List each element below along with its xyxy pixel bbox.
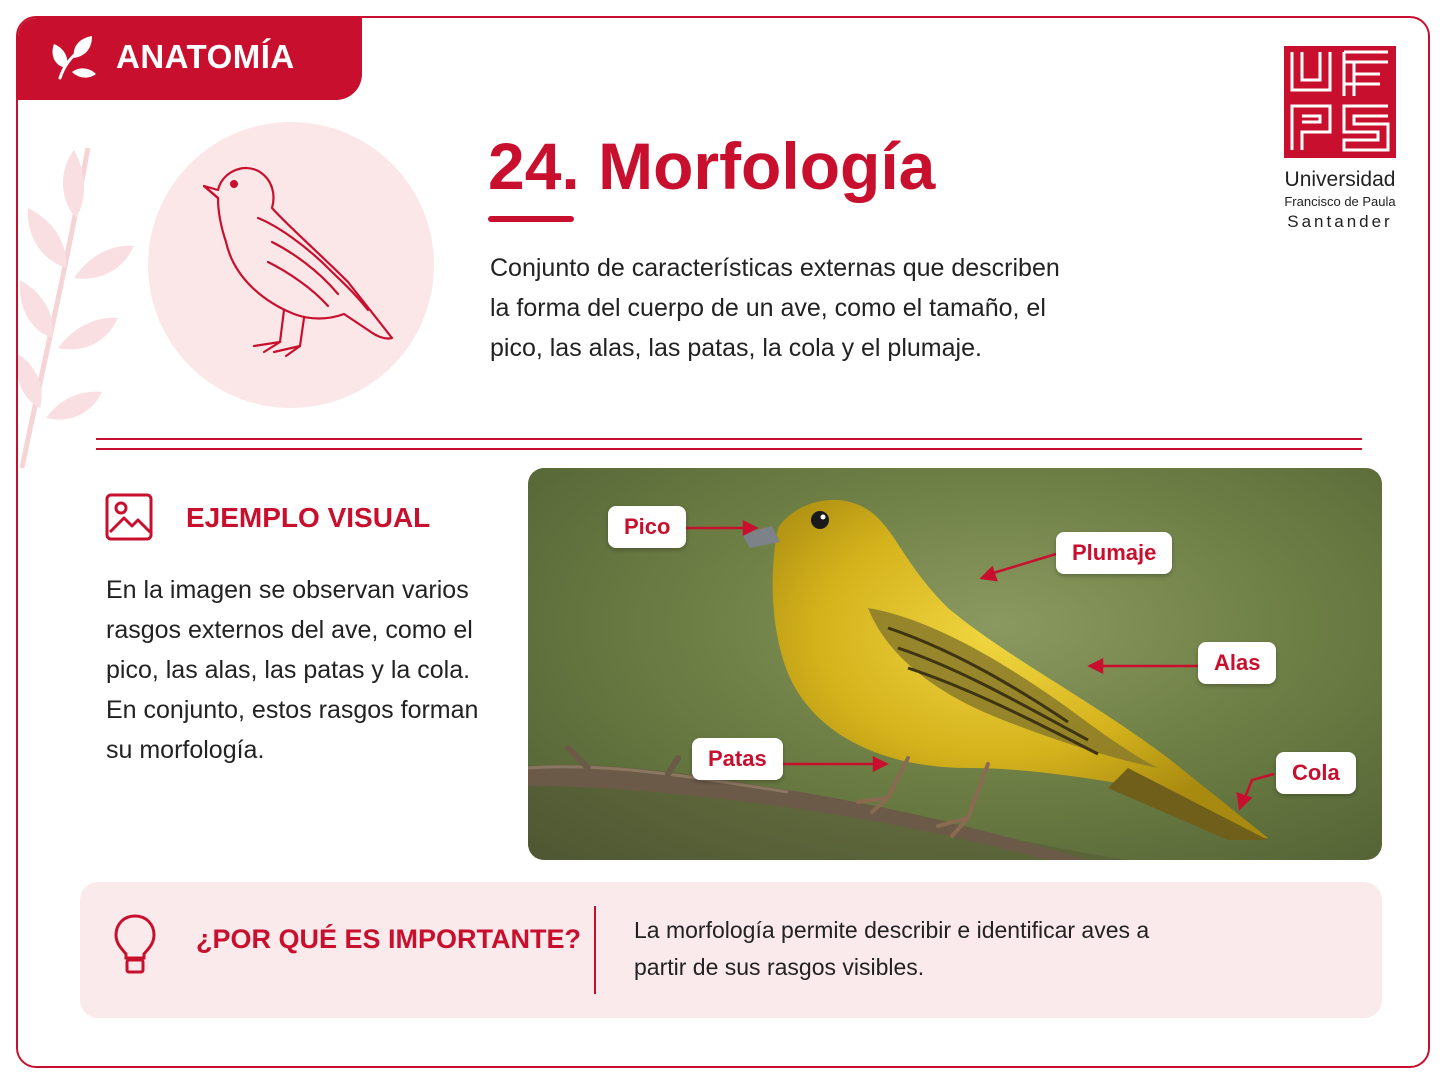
label-patas: Patas <box>692 738 783 780</box>
label-cola: Cola <box>1276 752 1356 794</box>
importance-separator <box>594 906 596 994</box>
logo-line-3: Santander <box>1287 212 1393 231</box>
importance-text: La morfología permite describir e identificar aves a partir de sus rasgos visibles. <box>634 917 1150 980</box>
divider-line <box>96 438 1362 440</box>
branch-decoration <box>18 128 138 468</box>
title-underline <box>488 216 574 222</box>
example-title: EJEMPLO VISUAL <box>186 502 431 533</box>
label-alas: Alas <box>1198 642 1276 684</box>
page-title: 24. Morfología <box>488 129 936 203</box>
category-tag <box>18 18 362 100</box>
bird-photo <box>528 468 1382 860</box>
label-plumaje: Plumaje <box>1056 532 1172 574</box>
importance-title: ¿POR QUÉ ES IMPORTANTE? <box>196 924 582 954</box>
definition-text: Conjunto de características externas que describen la forma del cuerpo de un ave, como el tamaño, el pico, las alas, las patas, la cola y el plumaje. <box>490 254 1060 362</box>
lightbulb-icon <box>110 912 160 976</box>
infographic-card <box>16 16 1430 1068</box>
importance-panel <box>80 882 1382 1018</box>
logo-line-1: Universidad <box>1284 168 1396 191</box>
label-pico: Pico <box>608 506 686 548</box>
example-text: En la imagen se observan varios rasgos externos del ave, como el pico, las alas, las patas y la cola. En conjunto, estos rasgos forman su morfología. <box>106 576 479 764</box>
logo-line-2: Francisco de Paula <box>1284 194 1396 209</box>
image-icon <box>104 492 154 542</box>
category-label: ANATOMÍA <box>116 38 295 75</box>
bird-outline-icon <box>168 142 414 388</box>
divider-line <box>96 448 1362 450</box>
leaf-icon <box>46 32 100 86</box>
ufps-logo-icon <box>1284 46 1396 158</box>
university-logo <box>1280 44 1400 244</box>
bird-illustration-circle <box>148 122 434 408</box>
